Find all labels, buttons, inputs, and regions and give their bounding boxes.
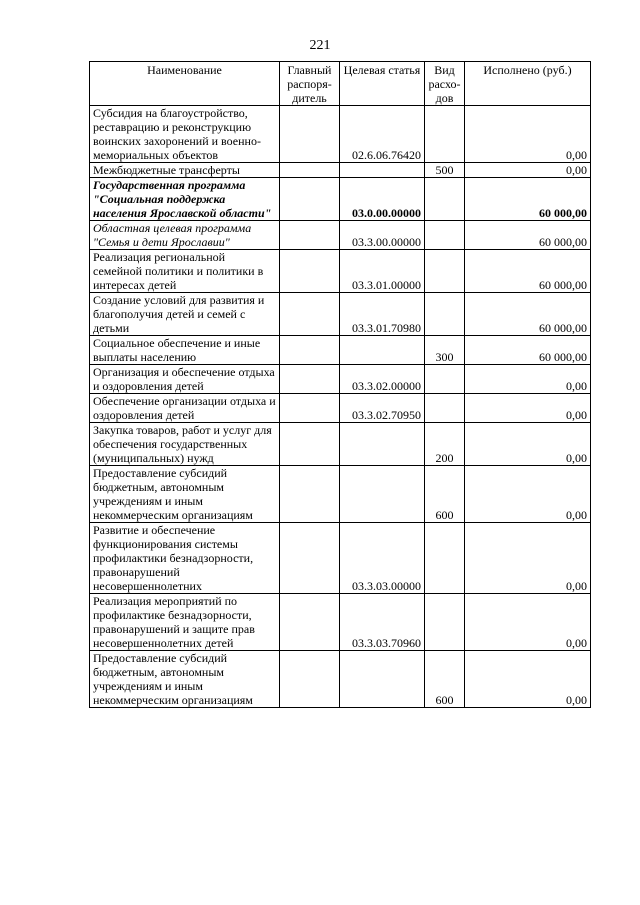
table-row [90, 293, 591, 336]
row-name: Предоставление субсидий бюджетным, автономным учреждениям и иным некоммерческим организациям [90, 466, 280, 523]
row-name: Предоставление субсидий бюджетным, автономным учреждениям и иным некоммерческим организациям [90, 651, 280, 708]
header-expense-kind: Вид расхо-дов [425, 62, 465, 106]
row-executed: 60 000,00 [465, 178, 591, 221]
table-row [90, 250, 591, 293]
row-target-article [340, 336, 425, 365]
table-row [90, 221, 591, 250]
table-row [90, 178, 591, 221]
row-target-article: 03.3.01.00000 [340, 250, 425, 293]
row-expense-kind [425, 250, 465, 293]
row-name: Областная целевая программа "Семья и дети Ярославии" [90, 221, 280, 250]
row-target-article: 03.3.01.70980 [340, 293, 425, 336]
row-target-article: 03.3.02.00000 [340, 365, 425, 394]
header-name: Наименование [90, 62, 280, 106]
row-executed: 60 000,00 [465, 336, 591, 365]
row-name: Социальное обеспечение и иные выплаты населению [90, 336, 280, 365]
row-main-manager [280, 394, 340, 423]
row-target-article: 03.3.03.00000 [340, 523, 425, 594]
row-target-article [340, 466, 425, 523]
row-executed: 60 000,00 [465, 221, 591, 250]
row-executed: 0,00 [465, 423, 591, 466]
table-row [90, 594, 591, 651]
row-target-article [340, 163, 425, 178]
row-name: Создание условий для развития и благополучия детей и семей с детьми [90, 293, 280, 336]
row-executed: 60 000,00 [465, 293, 591, 336]
row-name: Субсидия на благоустройство, реставрацию и реконструкцию воинских захоронений и военно-мемориальных объектов [90, 106, 280, 163]
header-main-manager: Главный распоря-дитель [280, 62, 340, 106]
row-expense-kind [425, 106, 465, 163]
row-main-manager [280, 336, 340, 365]
row-name: Обеспечение организации отдыха и оздоровления детей [90, 394, 280, 423]
row-name: Межбюджетные трансферты [90, 163, 280, 178]
row-name: Реализация региональной семейной политики и политики в интересах детей [90, 250, 280, 293]
table-row [90, 106, 591, 163]
row-executed: 0,00 [465, 163, 591, 178]
row-executed: 0,00 [465, 394, 591, 423]
row-main-manager [280, 651, 340, 708]
row-expense-kind: 600 [425, 466, 465, 523]
row-target-article: 02.6.06.76420 [340, 106, 425, 163]
row-executed: 0,00 [465, 365, 591, 394]
row-expense-kind [425, 523, 465, 594]
page-number: 221 [309, 38, 331, 53]
row-name: Закупка товаров, работ и услуг для обеспечения государственных (муниципальных) нужд [90, 423, 280, 466]
row-expense-kind: 200 [425, 423, 465, 466]
row-name: Развитие и обеспечение функционирования системы профилактики безнадзорности, правонарушений несовершеннолетних [90, 523, 280, 594]
row-target-article: 03.0.00.00000 [340, 178, 425, 221]
budget-execution-table [89, 61, 591, 708]
row-executed: 0,00 [465, 106, 591, 163]
table-row [90, 651, 591, 708]
row-main-manager [280, 178, 340, 221]
table-row [90, 423, 591, 466]
row-main-manager [280, 523, 340, 594]
row-main-manager [280, 293, 340, 336]
table-row [90, 394, 591, 423]
row-target-article: 03.3.03.70960 [340, 594, 425, 651]
table-row [90, 466, 591, 523]
row-expense-kind: 300 [425, 336, 465, 365]
row-expense-kind: 600 [425, 651, 465, 708]
row-main-manager [280, 221, 340, 250]
row-main-manager [280, 365, 340, 394]
row-executed: 0,00 [465, 466, 591, 523]
row-expense-kind: 500 [425, 163, 465, 178]
row-name: Организация и обеспечение отдыха и оздоровления детей [90, 365, 280, 394]
row-name: Государственная программа "Социальная поддержка населения Ярославской области" [90, 178, 280, 221]
row-expense-kind [425, 365, 465, 394]
row-executed: 0,00 [465, 651, 591, 708]
row-expense-kind [425, 178, 465, 221]
row-name: Реализация мероприятий по профилактике безнадзорности, правонарушений и защите прав несовершеннолетних детей [90, 594, 280, 651]
header-target-article: Целевая статья [340, 62, 425, 106]
row-target-article: 03.3.00.00000 [340, 221, 425, 250]
row-main-manager [280, 106, 340, 163]
row-target-article: 03.3.02.70950 [340, 394, 425, 423]
row-target-article [340, 423, 425, 466]
row-main-manager [280, 423, 340, 466]
table-row [90, 336, 591, 365]
table-header-row [90, 62, 591, 106]
table-row [90, 365, 591, 394]
row-main-manager [280, 163, 340, 178]
table-row [90, 523, 591, 594]
row-main-manager [280, 250, 340, 293]
row-executed: 60 000,00 [465, 250, 591, 293]
row-target-article [340, 651, 425, 708]
header-executed: Исполнено (руб.) [465, 62, 591, 106]
table-row [90, 163, 591, 178]
row-executed: 0,00 [465, 594, 591, 651]
row-main-manager [280, 466, 340, 523]
row-expense-kind [425, 394, 465, 423]
row-expense-kind [425, 594, 465, 651]
row-executed: 0,00 [465, 523, 591, 594]
row-expense-kind [425, 293, 465, 336]
row-main-manager [280, 594, 340, 651]
row-expense-kind [425, 221, 465, 250]
